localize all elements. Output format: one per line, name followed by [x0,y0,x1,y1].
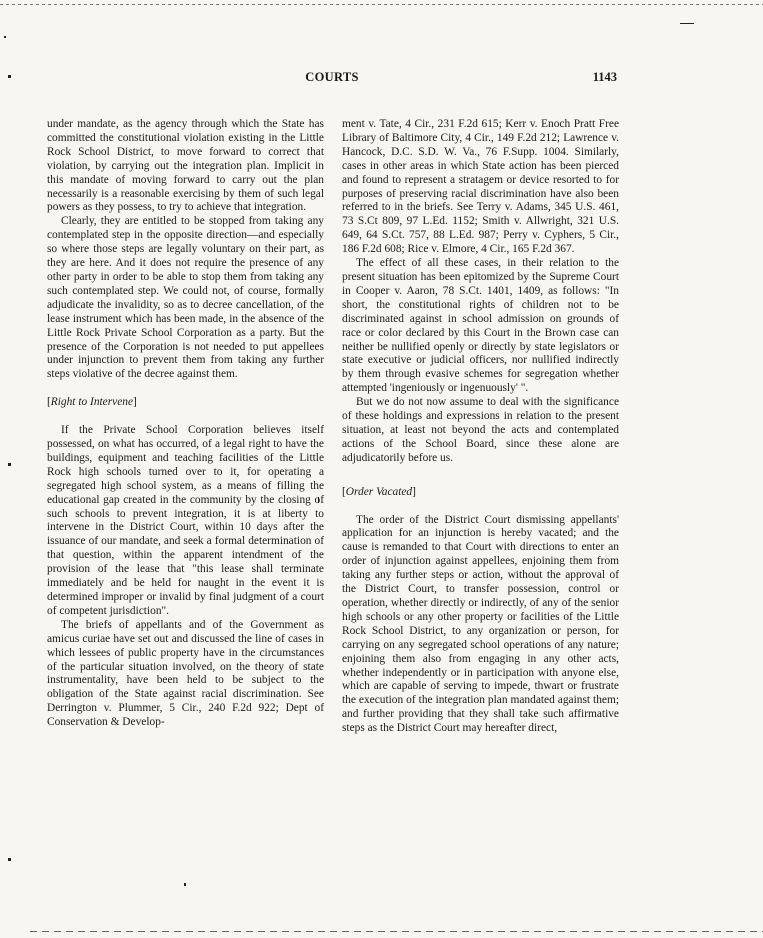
section-heading-text: Order Vacated [345,485,413,498]
section-heading-right-to-intervene: [Right to Intervene] [47,396,137,409]
scan-mark-left-3 [8,463,11,466]
section-heading-text: Right to Intervene [50,396,134,409]
paragraph: ment v. Tate, 4 Cir., 231 F.2d 615; Kerr v. Enoch Pratt Free Library of Baltimore City, 4 Cir., 149 F.2d 212; Lawrence v. Hancock, D.C. S.D. W. Va., 76 F.Supp. 1004. Similarly, cases in other areas in which State action has been pierced and found to represent a stratagem or device resorted to for purposes of preserving racial discrimination have also been referred to in the briefs. See Terry v. Adams, 345 U.S. 461, 73 S.Ct 809, 97 L.Ed. 1152; Smith v. Allwright, 321 U.S. 649, 64 S.Ct. 757, 88 L.Ed. 987; Perry v. Cyphers, 5 Cir., 186 F.2d 608; Rice v. Elmore, 4 Cir., 165 F.2d 367. [342,118,619,256]
scan-mark-left-4 [8,858,11,861]
right-column [342,118,619,736]
spacer [47,382,324,396]
scan-mark-bottom-center [184,883,186,886]
paragraph: The effect of all these cases, in their relation to the present situation has been epitomized by the Supreme Court in Cooper v. Aaron, 78 S.Ct. 1401, 1409, as follows: "In short, the constitutional rights of children not to be discriminated against in school admission on grounds of race or color declared by this Court in the Brown case can neither be nullified openly or directly by state legislators or state executive or judicial officers, nor nullified indirectly by them through evasive schemes for segregation whether attempted 'ingeniously or ingenuously' ". [342,257,619,395]
paragraph: under mandate, as the agency through which the State has committed the constitutional violation existing in the Little Rock School District, to move forward to correct that violation, by carrying out the integration plan. Implicit in this mandate of moving forward to carry out the plan necessarily is a reasonable exercising by them of such legal powers as they possess, to try to achieve that integration. [47,118,324,214]
spacer [342,500,619,514]
paragraph: If the Private School Corporation believes itself possessed, on what has occurred, of a legal right to have the buildings, equipment and teaching facilities of the Little Rock high schools turned over to it, for operating a segregated high school system, as a means of filling the educational gap created in the community by the closing of such schools to prevent integration, it is at liberty to intervene in the District Court, within 10 days after the issuance of our mandate, and seek a formal determination of that question, within the apparent intendment of the provision of the lease that "this lease shall terminate immediately and be held for naught in the event it is determined improper or invalid by final judgment of a court of competent jurisdiction". [47,424,324,617]
scan-edge-top [0,4,763,5]
left-column [47,118,324,730]
scan-mark-top-right [680,23,694,24]
section-heading-order-vacated: [Order Vacated] [342,485,416,498]
spacer [47,410,324,424]
paragraph: But we do not now assume to deal with the significance of these holdings and expressions in relation to the present situation, at least not beyond the acts and contemplated actions of the School Board, since these alone are adjudicatorily before us. [342,396,619,464]
scan-mark-left-1 [4,36,6,38]
paragraph: The order of the District Court dismissing appellants' application for an injunction is hereby vacated; and the cause is remanded to that Court with directions to enter an order of injunction against appellees, enjoining them from taking any further steps or action, without the approval of the District Court, to transfer possession, control or operation, whether directly or indirectly, of any of the senior high schools or any other property or facilities of the Little Rock School District, to any organization or person, for carrying on any segregated school operations of any nature; enjoining them also from engaging in any other acts, whether independently or in participation with anyone else, which are capable of serving to impede, thwart or frustrate the execution of the integration plan mandated against them; and further providing that they shall take such affirmative steps as the District Court may hereafter direct, [342,513,619,735]
scan-edge-bottom [30,931,763,932]
scan-mark-left-2 [8,75,11,78]
page-header [47,70,617,88]
paragraph: Clearly, they are entitled to be stopped from taking any contemplated step in the opposite direction—and especially so where those steps are legally voluntary on their part, as they are here. And it does not require the presence of any other party in order to be able to stop them from taking any such contemplated step. We could not, of course, formally adjudicate the invalidity, so as to decree cancellation, of the lease instrument which has been made, in the absence of the Little Rock Private School Corporation as a party. But the presence of the Corporation is not needed to put appellees under injunction to prevent them from taking any further steps violative of the decree against them. [47,215,324,381]
spacer [342,466,619,486]
running-head: COURTS [305,70,359,84]
page-number: 1143 [592,70,617,84]
paragraph: The briefs of appellants and of the Government as amicus curiae have set out and discussed the line of cases in which lessees of public property have in the circumstances of the particular situation involved, on the theory of state instrumentality, have been held to be subject to the obligation of the State against racial discrimination. See Derrington v. Plummer, 5 Cir., 240 F.2d 922; Dept of Conservation & Develop- [47,618,324,729]
